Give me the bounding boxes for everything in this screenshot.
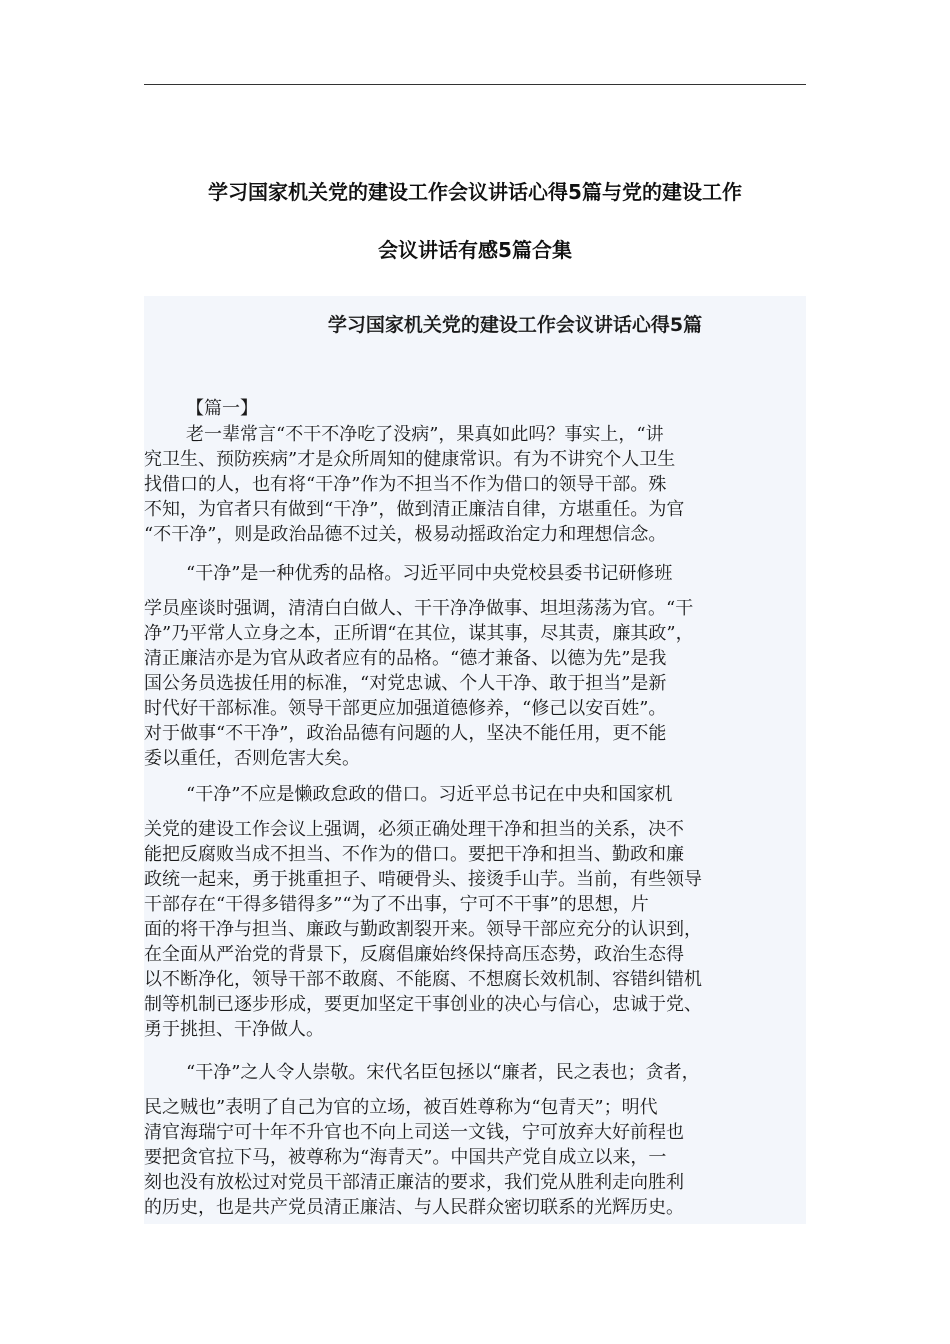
- paragraph-line: 究卫生、预防疾病”才是众所周知的健康常识。有为不讲究个人卫生: [144, 449, 676, 470]
- title-line-1: 学习国家机关党的建设工作会议讲话心得5篇与党的建设工作: [208, 180, 742, 204]
- paragraph-line: 净”乃平常人立身之本，正所谓“在其位，谋其事，尽其责，廉其政”，: [144, 623, 694, 644]
- piece-label: 【篇一】: [186, 398, 258, 419]
- paragraph-line: 委以重任，否则危害大矣。: [144, 748, 360, 769]
- paragraph-4: [144, 1060, 812, 1220]
- section-title-text: 学习国家机关党的建设工作会议讲话心得5篇: [327, 314, 703, 336]
- paragraph-line: 民之贼也”表明了自己为官的立场，被百姓尊称为“包青天”；明代: [144, 1097, 658, 1118]
- paragraph-3: [144, 782, 812, 1067]
- document-title: [144, 178, 806, 264]
- paragraph-line: 干部存在“干得多错得多”“为了不出事，宁可不干事”的思想，片: [144, 894, 649, 915]
- paragraph-line: 在全面从严治党的背景下，反腐倡廉始终保持高压态势，政治生态得: [144, 944, 684, 965]
- paragraph-line: 对于做事“不干净”，政治品德有问题的人，坚决不能任用，更不能: [144, 723, 667, 744]
- paragraph-line: “干净”之人令人崇敬。宋代名臣包拯以“廉者，民之表也；贪者，: [186, 1062, 700, 1083]
- paragraph-line: 要把贪官拉下马，被尊称为“海青天”。中国共产党自成立以来，一: [144, 1147, 667, 1168]
- paragraph-line: “不干净”，则是政治品德不过关，极易动摇政治定力和理想信念。: [144, 524, 667, 545]
- paragraph-line: 刻也没有放松过对党员干部清正廉洁的要求，我们党从胜利走向胜利: [144, 1172, 684, 1193]
- paragraph-line: 面的将干净与担当、廉政与勤政割裂开来。领导干部应充分的认识到，: [144, 919, 702, 940]
- paragraph-line: 老一辈常言“不干不净吃了没病”，果真如此吗？事实上，“讲: [186, 424, 664, 445]
- paragraph-line: 以不断净化，领导干部不敢腐、不能腐、不想腐长效机制、容错纠错机: [144, 969, 702, 990]
- paragraph-line: 国公务员选拔任用的标准，“对党忠诚、个人干净、敢于担当”是新: [144, 673, 667, 694]
- content-panel: [144, 296, 806, 1224]
- paragraph-line: “干净”不应是懒政怠政的借口。习近平总书记在中央和国家机: [186, 784, 673, 805]
- paragraph-line: 的历史，也是共产党员清正廉洁、与人民群众密切联系的光辉历史。: [144, 1197, 684, 1218]
- paragraph-line: 政统一起来，勇于挑重担子、啃硬骨头、接烫手山芋。当前，有些领导: [144, 869, 702, 890]
- paragraph-line: 清官海瑞宁可十年不升官也不向上司送一文钱，宁可放弃大好前程也: [144, 1122, 684, 1143]
- paragraph-line: 关党的建设工作会议上强调，必须正确处理干净和担当的关系，决不: [144, 819, 684, 840]
- paragraph-line: 勇于挑担、干净做人。: [144, 1019, 324, 1040]
- paragraph-line: 不知，为官者只有做到“干净”，做到清正廉洁自律，方堪重任。为官: [144, 499, 685, 520]
- title-line-2: 会议讲话有感5篇合集: [378, 238, 572, 262]
- header-rule: [144, 84, 806, 85]
- paragraph-line: 时代好干部标准。领导干部更应加强道德修养，“修己以安百姓”。: [144, 698, 667, 719]
- paragraph-line: 能把反腐败当成不担当、不作为的借口。要把干净和担当、勤政和廉: [144, 844, 684, 865]
- paragraph-line: 找借口的人，也有将“干净”作为不担当不作为借口的领导干部。殊: [144, 474, 667, 495]
- paragraph-2: [144, 561, 812, 771]
- paragraph-line: 学员座谈时强调，清清白白做人、干干净净做事、坦坦荡荡为官。“干: [144, 598, 694, 619]
- paragraph-line: 制等机制已逐步形成，要更加坚定干事创业的决心与信心，忠诚于党、: [144, 994, 702, 1015]
- paragraph-line: 清正廉洁亦是为官从政者应有的品格。“德才兼备、以德为先”是我: [144, 648, 667, 669]
- paragraph-line: “干净”是一种优秀的品格。习近平同中央党校县委书记研修班: [186, 563, 673, 584]
- section-title: [144, 312, 806, 338]
- paragraph-1: [144, 422, 812, 547]
